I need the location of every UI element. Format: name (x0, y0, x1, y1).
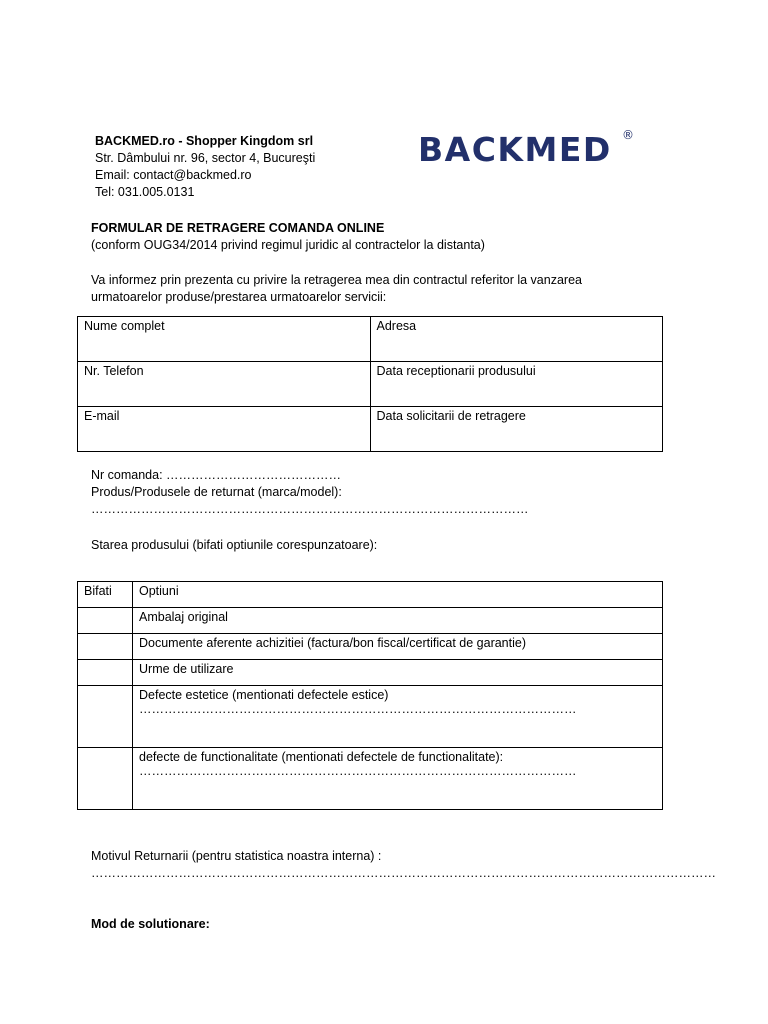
field-data-retragere[interactable]: Data solicitarii de retragere (370, 407, 663, 452)
table-row (78, 686, 663, 748)
company-phone: Tel: 031.005.0131 (95, 185, 195, 199)
option-defecte-functionalitate (133, 748, 663, 810)
option-dots[interactable]: …………………………………………………………………………………………… (139, 702, 577, 716)
produs-dots: …………………………………………………………………………………………… (91, 502, 529, 516)
table-row (78, 748, 663, 810)
option-urme: Urme de utilizare (133, 660, 663, 686)
contact-table (77, 316, 663, 452)
col-header-bifati: Bifati (78, 582, 133, 608)
intro-line-1: Va informez prin prezenta cu privire la retragerea mea din contractul referitor la vanzarea (91, 273, 582, 287)
option-defecte-estetice (133, 686, 663, 748)
backmed-logo (418, 128, 634, 172)
company-address: Str. Dâmbului nr. 96, sector 4, Bucureşti (95, 151, 316, 165)
option-label: defecte de functionalitate (mentionati defectele de functionalitate): (139, 750, 504, 764)
company-email: Email: contact@backmed.ro (95, 168, 252, 182)
form-subtitle: (conform OUG34/2014 privind regimul juridic al contractelor la distanta) (91, 238, 485, 252)
field-telefon[interactable]: Nr. Telefon (78, 362, 371, 407)
checkbox-cell[interactable] (78, 660, 133, 686)
intro-line-2: urmatoarelor produse/prestarea urmatoarelor servicii: (91, 290, 387, 304)
field-email[interactable]: E-mail (78, 407, 371, 452)
solutionare-label: Mod de solutionare: (91, 917, 210, 931)
table-row (78, 317, 663, 362)
checkbox-cell[interactable] (78, 686, 133, 748)
table-row (78, 362, 663, 407)
table-row (78, 660, 663, 686)
form-title: FORMULAR DE RETRAGERE COMANDA ONLINE (91, 221, 385, 235)
company-name: BACKMED.ro - Shopper Kingdom srl (95, 134, 314, 148)
nr-comanda: Nr comanda: …………………………………… (91, 468, 342, 482)
field-adresa[interactable]: Adresa (370, 317, 663, 362)
checkbox-cell[interactable] (78, 748, 133, 810)
table-row (78, 608, 663, 634)
col-header-optiuni: Optiuni (133, 582, 663, 608)
table-row (78, 407, 663, 452)
checkbox-cell[interactable] (78, 634, 133, 660)
checkbox-cell[interactable] (78, 608, 133, 634)
status-heading: Starea produsului (bifati optiunile corespunzatoare): (91, 538, 378, 552)
table-row (78, 582, 663, 608)
option-label: Defecte estetice (mentionati defectele estice) (139, 688, 389, 702)
motiv-dots[interactable]: …………………………………………………………………………………………………………………………………… (91, 866, 716, 880)
option-dots[interactable]: …………………………………………………………………………………………… (139, 764, 577, 778)
produs-label: Produs/Produsele de returnat (marca/model): (91, 485, 342, 499)
option-documente: Documente aferente achizitiei (factura/bon fiscal/certificat de garantie) (133, 634, 663, 660)
registered-mark: ® (622, 128, 634, 142)
table-row (78, 634, 663, 660)
status-table (77, 581, 663, 810)
field-nume-complet[interactable]: Nume complet (78, 317, 371, 362)
field-data-receptionare[interactable]: Data receptionarii produsului (370, 362, 663, 407)
motiv-label: Motivul Returnarii (pentru statistica noastra interna) : (91, 849, 382, 863)
logo-text: BACKMED (418, 130, 612, 169)
option-ambalaj: Ambalaj original (133, 608, 663, 634)
